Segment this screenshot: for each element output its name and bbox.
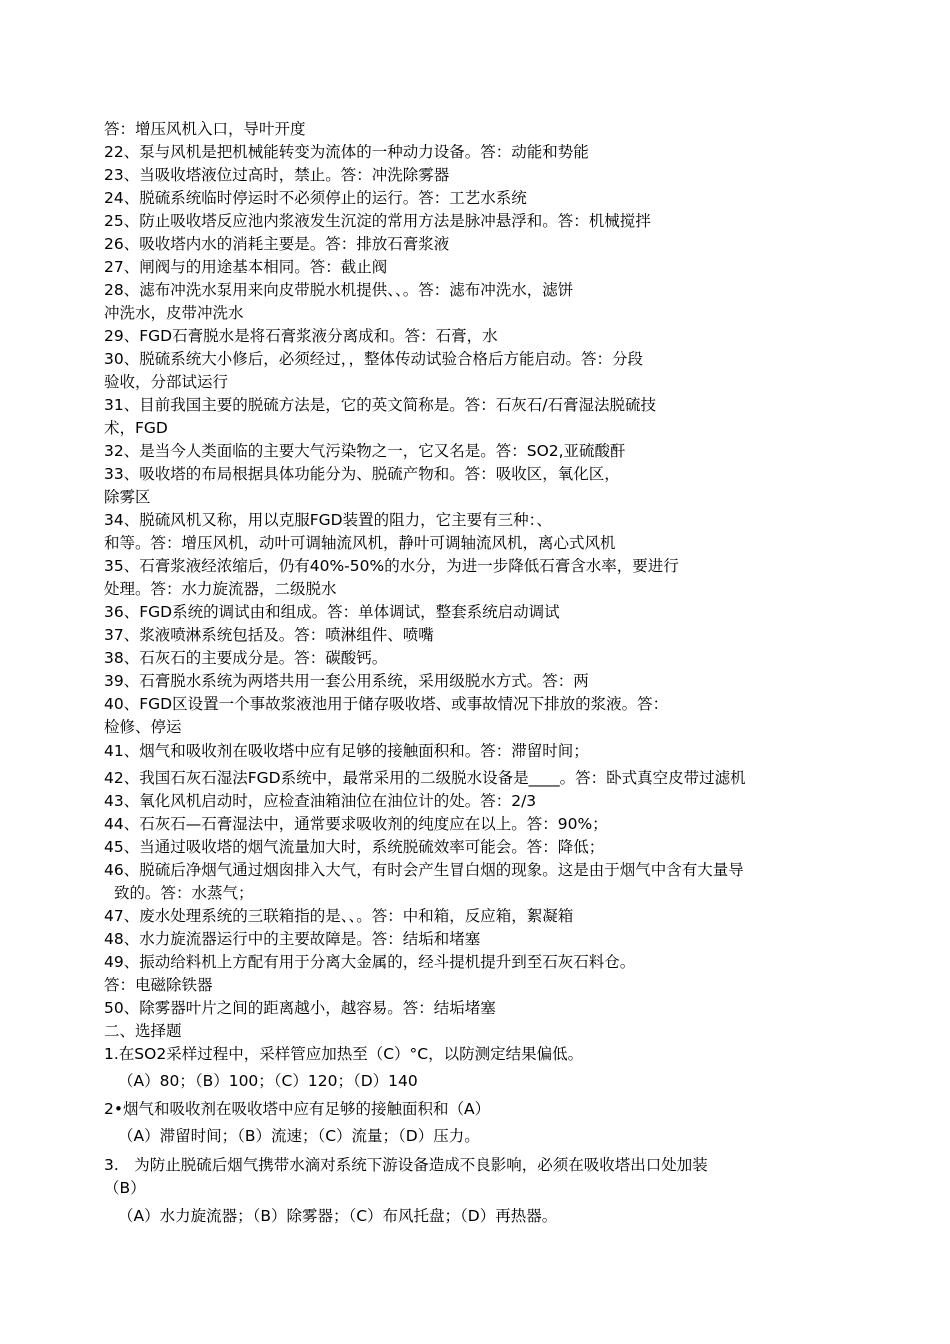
text-line: 术，FGD	[104, 419, 168, 437]
text-line: 45、当通过吸收塔的烟气流量加大时，系统脱硫效率可能会。答：降低；	[104, 838, 605, 856]
question-line: 1.在SO2采样过程中，采样管应加热至（C）°C，以防测定结果偏低。	[104, 1045, 584, 1063]
text-line: 除雾区	[104, 488, 151, 506]
text-line: 答：电磁除铁器	[104, 976, 213, 994]
text-line: 33、吸收塔的布局根据具体功能分为、脱硫产物和。答：吸收区，氧化区，	[104, 465, 620, 483]
text-line: 32、是当今人类面临的主要大气污染物之一，它又名是。答：SO2,亚硫酸酐	[104, 442, 626, 460]
question-options: （A）80；（B）100；（C）120；（D）140	[118, 1072, 418, 1090]
question-options: （A）水力旋流器；（B）除雾器；（C）布风托盘；（D）再热器。	[118, 1207, 558, 1225]
text-line: 40、FGD区设置一个事故浆液池用于储存吸收塔、或事故情况下排放的浆液。答：	[104, 695, 669, 713]
text-line: 25、防止吸收塔反应池内浆液发生沉淀的常用方法是脉冲悬浮和。答：机械搅拌	[104, 212, 651, 230]
text-line: 26、吸收塔内水的消耗主要是。答：排放石膏浆液	[104, 235, 450, 253]
text-line: 49、振动给料机上方配有用于分离大金属的，经斗提机提升到至石灰石料仓。	[104, 953, 636, 971]
text-line: 验收，分部试运行	[104, 373, 229, 391]
text-line: 43、氧化风机启动时，应检查油箱油位在油位计的处。答：2/3	[104, 792, 537, 810]
text-line: 47、废水处理系统的三联箱指的是、、。答：中和箱，反应箱，絮凝箱	[104, 907, 574, 925]
text-line: 41、烟气和吸收剂在吸收塔中应有足够的接触面积和。答：滞留时间；	[104, 742, 589, 760]
text-line: 致的。答：水蒸气；	[114, 884, 254, 902]
text-line: 48、水力旋流器运行中的主要故障是。答：结垢和堵塞	[104, 930, 481, 948]
question-options: （A）滞留时间；（B）流速；（C）流量；（D）压力。	[118, 1127, 480, 1145]
text-line: 44、石灰石—石膏湿法中，通常要求吸收剂的纯度应在以上。答：90%；	[104, 815, 608, 833]
text-line: 处理。答：水力旋流器，二级脱水	[104, 580, 337, 598]
text-line: 37、浆液喷淋系统包括及。答：喷淋组件、喷嘴	[104, 626, 434, 644]
question-line: 2•烟气和吸收剂在吸收塔中应有足够的接触面积和（A）	[104, 1100, 491, 1118]
text-line: 35、石膏浆液经浓缩后，仍有40%-50%的水分，为进一步降低石膏含水率，要进行	[104, 557, 679, 575]
text-line: 22、泵与风机是把机械能转变为流体的一种动力设备。答：动能和势能	[104, 143, 589, 161]
text-line: 答：增压风机入口，导叶开度	[104, 120, 306, 138]
text-line: 38、石灰石的主要成分是。答：碳酸钙。	[104, 649, 388, 667]
text-line: 50、除雾器叶片之间的距离越小，越容易。答：结垢堵塞	[104, 999, 496, 1017]
text-line: 29、FGD石膏脱水是将石膏浆液分离成和。答：石膏，水	[104, 327, 498, 345]
text-line: 39、石膏脱水系统为两塔共用一套公用系统，采用级脱水方式。答：两	[104, 672, 589, 690]
text-line: 28、滤布冲洗水泵用来向皮带脱水机提供、、。答：滤布冲洗水，滤饼	[104, 281, 574, 299]
question-line: 3. 为防止脱硫后烟气携带水滴对系统下游设备造成不良影响，必须在吸收塔出口处加装	[104, 1156, 708, 1174]
text-line: 31、目前我国主要的脱硫方法是，它的英文简称是。答：石灰石/石膏湿法脱硫技	[104, 396, 656, 414]
text-line: 27、闸阀与的用途基本相同。答：截止阀	[104, 258, 388, 276]
text-line: 36、FGD系统的调试由和组成。答：单体调试，整套系统启动调试	[104, 603, 560, 621]
text-line: 34、脱硫风机又称，用以克服FGD装置的阻力，它主要有三种：、	[104, 511, 552, 529]
text-line: 46、脱硫后净烟气通过烟囱排入大气，有时会产生冒白烟的现象。这是由于烟气中含有大量导	[104, 861, 744, 879]
text-line: 冲洗水，皮带冲洗水	[104, 304, 244, 322]
text-line: 和等。答：增压风机，动叶可调轴流风机，静叶可调轴流风机，离心式风机	[104, 534, 616, 552]
question-line: （B）	[104, 1179, 146, 1197]
text-line: 30、脱硫系统大小修后，必须经过，，整体传动试验合格后方能启动。答：分段	[104, 350, 643, 368]
text-line: 24、脱硫系统临时停运时不必须停止的运行。答：工艺水系统	[104, 189, 527, 207]
text-line: 23、当吸收塔液位过高时，禁止。答：冲洗除雾器	[104, 166, 450, 184]
text-line: 检修、停运	[104, 718, 182, 736]
text-line: 42、我国石灰石湿法FGD系统中，最常采用的二级脱水设备是____。答：卧式真空皮带过滤机	[104, 769, 746, 787]
section-heading: 二、选择题	[104, 1022, 182, 1040]
